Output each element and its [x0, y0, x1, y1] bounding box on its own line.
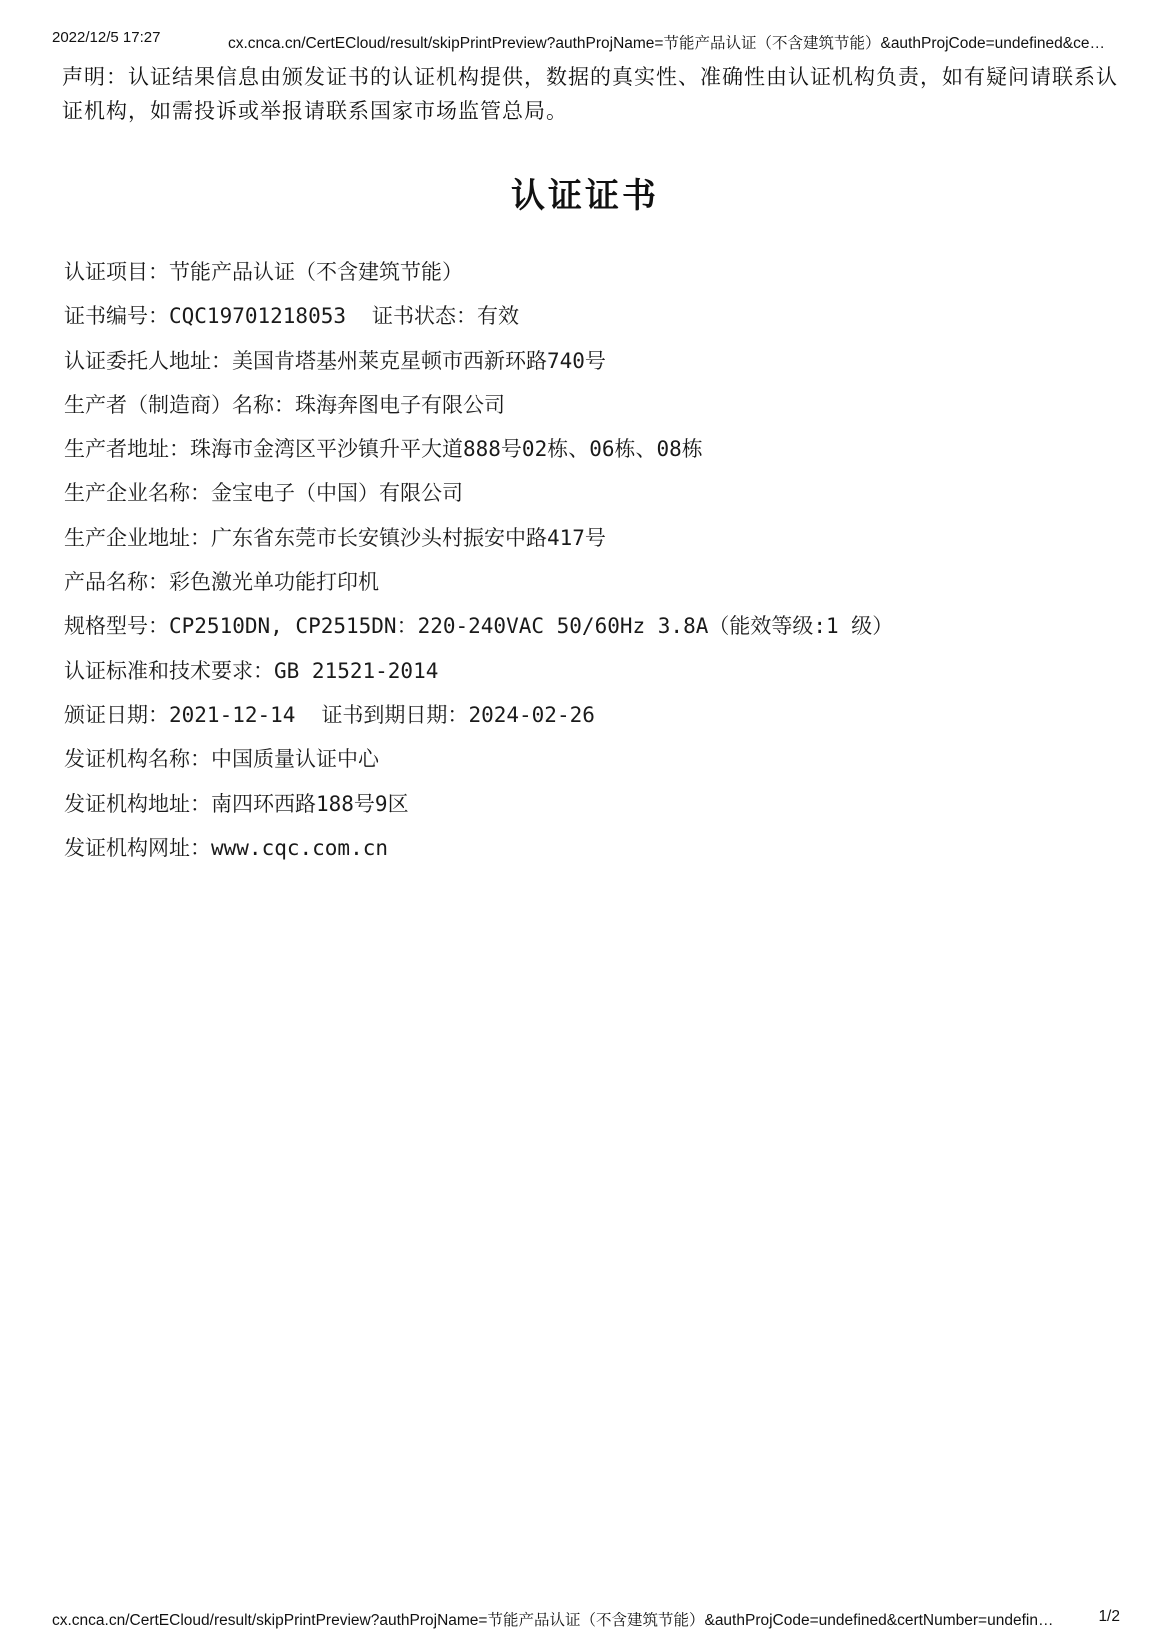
field-label: 生产企业地址： — [64, 525, 211, 550]
field-client-address — [64, 346, 1124, 390]
field-issuer-name — [64, 744, 1124, 788]
field-value: 中国质量认证中心 — [211, 747, 379, 772]
page-number: 1/2 — [1098, 1608, 1120, 1625]
field-label: 生产企业名称： — [64, 481, 211, 506]
field-value: 珠海市金湾区平沙镇升平大道888号02栋、06栋、08栋 — [190, 437, 703, 462]
field-value: 珠海奔图电子有限公司 — [295, 392, 505, 417]
print-footer — [52, 1608, 1120, 1628]
field-label: 生产者地址： — [64, 437, 190, 462]
field-value: 有效 — [477, 304, 520, 329]
certificate-fields — [64, 257, 1124, 877]
field-value: CP2510DN, CP2515DN：220-240VAC 50/60Hz 3.8A（能效等级:1 级） — [169, 614, 894, 639]
field-issuer-address — [64, 789, 1124, 833]
field-product-name — [64, 567, 1124, 611]
field-label: 生产者（制造商）名称： — [64, 392, 295, 417]
field-standard — [64, 656, 1124, 700]
field-value: 2021-12-14 — [169, 702, 296, 727]
field-factory-name — [64, 478, 1124, 522]
field-value: 美国肯塔基州莱克星顿市西新环路740号 — [232, 348, 606, 373]
field-manufacturer-name — [64, 390, 1124, 434]
print-footer-url: cx.cnca.cn/CertECloud/result/skipPrintPreview?authProjName=节能产品认证（不含建筑节能）&authProjCode=undefined&certNumber=undefine… — [52, 1612, 1062, 1629]
print-header — [52, 26, 1120, 52]
field-label: 证书状态： — [372, 304, 478, 329]
field-label: 认证委托人地址： — [64, 348, 232, 373]
field-value: 广东省东莞市长安镇沙头村振安中路417号 — [211, 525, 606, 550]
field-value: 彩色激光单功能打印机 — [169, 570, 379, 595]
print-header-url: cx.cnca.cn/CertECloud/result/skipPrintPreview?authProjName=节能产品认证（不含建筑节能）&authProjCode=undefined&ce… — [228, 35, 1105, 52]
disclaimer-notice: 声明：认证结果信息由颁发证书的认证机构提供，数据的真实性、准确性由认证机构负责，如有疑问请联系认证机构，如需投诉或举报请联系国家市场监管总局。 — [62, 65, 1118, 123]
certificate-title: 认证证书 — [511, 176, 659, 216]
field-cert-number-status — [64, 301, 1124, 345]
print-datetime: 2022/12/5 17:27 — [52, 29, 161, 46]
field-issuer-website — [64, 833, 1124, 877]
field-label: 证书到期日期： — [321, 702, 469, 727]
field-model-spec — [64, 611, 1124, 655]
field-label: 规格型号： — [64, 614, 169, 639]
field-label: 发证机构地址： — [64, 791, 211, 816]
field-label: 产品名称： — [64, 570, 169, 595]
field-label: 发证机构名称： — [64, 747, 211, 772]
field-dates — [64, 700, 1124, 744]
field-value: 节能产品认证（不含建筑节能） — [169, 260, 463, 284]
field-factory-address — [64, 523, 1124, 567]
field-value: 南四环西路188号9区 — [211, 791, 409, 816]
field-label: 认证标准和技术要求： — [64, 658, 274, 683]
field-value: GB 21521-2014 — [274, 658, 439, 683]
field-label: 颁证日期： — [64, 702, 169, 727]
field-label: 证书编号： — [64, 304, 169, 329]
field-value: 金宝电子（中国）有限公司 — [211, 481, 463, 506]
field-value: 2024-02-26 — [468, 702, 595, 727]
field-value: CQC19701218053 — [169, 304, 347, 329]
field-auth-project — [64, 257, 1124, 301]
field-manufacturer-address — [64, 434, 1124, 478]
field-value: www.cqc.com.cn — [211, 835, 389, 860]
field-label: 认证项目： — [64, 260, 169, 284]
field-label: 发证机构网址： — [64, 835, 211, 860]
